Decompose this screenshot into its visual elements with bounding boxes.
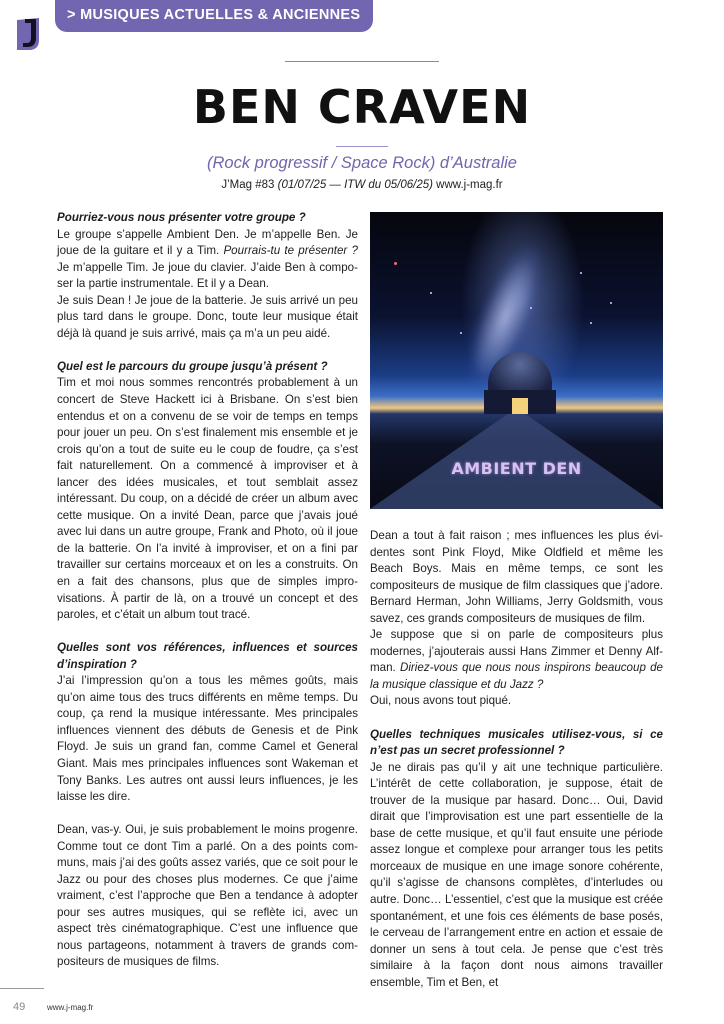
- issue-dates: (01/07/25 — ITW du 05/06/25): [277, 179, 433, 191]
- answer-1-question: Pourrais-tu te présenter ?: [223, 244, 358, 258]
- footer-divider: [0, 988, 44, 989]
- top-divider: [285, 61, 439, 62]
- issue-url: www.j-mag.fr: [432, 179, 503, 191]
- answer-1: [57, 227, 358, 293]
- question-4: Quelles techniques musicales utilisez-vous, si ce n’est pas un secret professionnel ?: [370, 727, 663, 758]
- answer-2: Tim et moi nous sommes rencontrés probablement à un concert de Steve Hackett ici à Brisbane. On s’est bien entendus et on a convenu de se voir de temps en temps pour jouer un peu. On s’est finalement mis ensemble et je crois qu’on a tout de suite eu le coup de foudre, ça s’est fait naturellement. On a commencé à improviser et à lancer des idées musicales, et tout semblait assez intéressant. Du coup, on a décidé de créer un album avec cette musique. On a invité Dean, parce que j’avais joué avec lui dans un autre groupe, Frank and Photo, où il joue de la batterie. On l’a invité à improviser, et on a fini par travailler sur certains morceaux et on les a construits. On en a fait des chansons, plus que de simples improvisations. À partir de là, on a trouvé un concept et des paroles, et c’était un album tout tracé.: [57, 376, 358, 622]
- answer-3-question: Diriez-vous que nous nous inspirons beaucoup de la musique classique et du Jazz ?: [370, 661, 663, 691]
- answer-1-text: Le groupe s’appelle Ambient Den. Je m’appelle Ben. Je joue de la guitare et il y a Tim.: [57, 227, 358, 258]
- answer-4: Je ne dirais pas qu’il y ait une technique particulière. L’intérêt de cette collaboration, je suppose, était de trouver de la musique par hasard. Donc… Oui, David dirait que l’improvisation est une part essentielle de la base de cette musique, et qu’il faut ensuite une période assez longue et complexe pour arranger tous les petits morceaux de musique en une image sonore cohérente, qu’il s’agisse de chansons complètes, d’interludes ou autre. Donc… L’essentiel, c’est que la musique est créée spontanément, et une fois ces éléments de base posés, le cerveau de l’arrangement entre en action et essaie de donner un sens à tout cela. Je pense que c’est très similaire à la façon dont nous aimons travailler ensemble, Tim et Ben, et: [370, 760, 663, 989]
- left-column: [57, 210, 358, 971]
- right-column: [370, 528, 663, 991]
- album-cover-image: [370, 212, 663, 509]
- title-divider: [336, 146, 388, 147]
- answer-1-text-2: Je m’appelle Tim. Je joue du clavier. J’aide Ben à composer la partie instrumentale. Et il y a Dean.: [57, 260, 358, 291]
- observatory-door: [512, 398, 528, 414]
- question-3: Quelles sont vos références, influences et sources d’inspiration ?: [57, 641, 358, 671]
- answer-3-ben-2: [370, 627, 663, 693]
- page-number: 49: [13, 1001, 26, 1013]
- answer-3: J’ai l’impression qu’on a tous les mêmes goûts, mais qu’on aime tous des trucs différents en même temps. Du coup, ça rend la musique intéressante. Mes principales influences viennent des débuts de Genesis et de Pink Floyd. Je suis un grand fan, comme Camel et General Giant. Mais mes principales influences sont Wakeman et Tony Banks. Les autres ont aussi leurs influences, je les laisse les dire.: [57, 674, 358, 804]
- answer-1-dean: Je suis Dean ! Je joue de la batterie. Je suis arrivé un peu plus tard dans le groupe. Donc, toute leur musique était déjà là quand je suis arrivé, mais ça m’a un peu aidé.: [57, 293, 358, 340]
- footer-url: www.j-mag.fr: [47, 1003, 94, 1012]
- answer-3-ben: Dean a tout à fait raison ; mes influences les plus évidentes sont Pink Floyd, Mike Oldfield et même les Beach Boys. Mais en même temps, ce sont les compositeurs de musique de film classiques que j’adore. Bernard Herman, John Williams, Jerry Goldsmith, vous savez, ces grands compositeurs de musiques de film.: [370, 529, 663, 625]
- answer-3-ben-2-text: Je suppose que si on parle de compositeurs plus modernes, j’ajouterais aussi Hans Zimmer et Denny Alfman.: [370, 628, 663, 675]
- issue-prefix: J’Mag #83: [221, 179, 278, 191]
- album-cover-title: AMBIENT DEN: [451, 459, 582, 478]
- article-title: BEN CRAVEN: [192, 80, 532, 134]
- question-2: Quel est le parcours du groupe jusqu’à présent ?: [57, 359, 328, 373]
- answer-3-reply: Oui, nous avons tout piqué.: [370, 694, 512, 708]
- section-banner: > MUSIQUES ACTUELLES & ANCIENNES: [55, 0, 373, 32]
- answer-3-dean: Dean, vas-y. Oui, je suis probablement le moins progenre. Comme tout ce dont Tim a parlé. On a des points communs, mais j’ai des goûts assez variés, que ce soit pour le Jazz ou pour des choses plus modernes. Ce que j’aime vraiment, c’est l’approche que Ben a tendance à adopter pour ses autres musiques, qui se reflète ici, avec un aspect très cinématographique. C’est une influence que nous partageons, notamment à travers de grands compositeurs de musiques de films.: [57, 823, 358, 969]
- question-1: Pourriez-vous nous présenter votre groupe ?: [57, 211, 306, 224]
- issue-info: [0, 179, 724, 191]
- jmag-logo-icon: [17, 16, 39, 50]
- article-subtitle: (Rock progressif / Space Rock) d’Australie: [207, 154, 517, 172]
